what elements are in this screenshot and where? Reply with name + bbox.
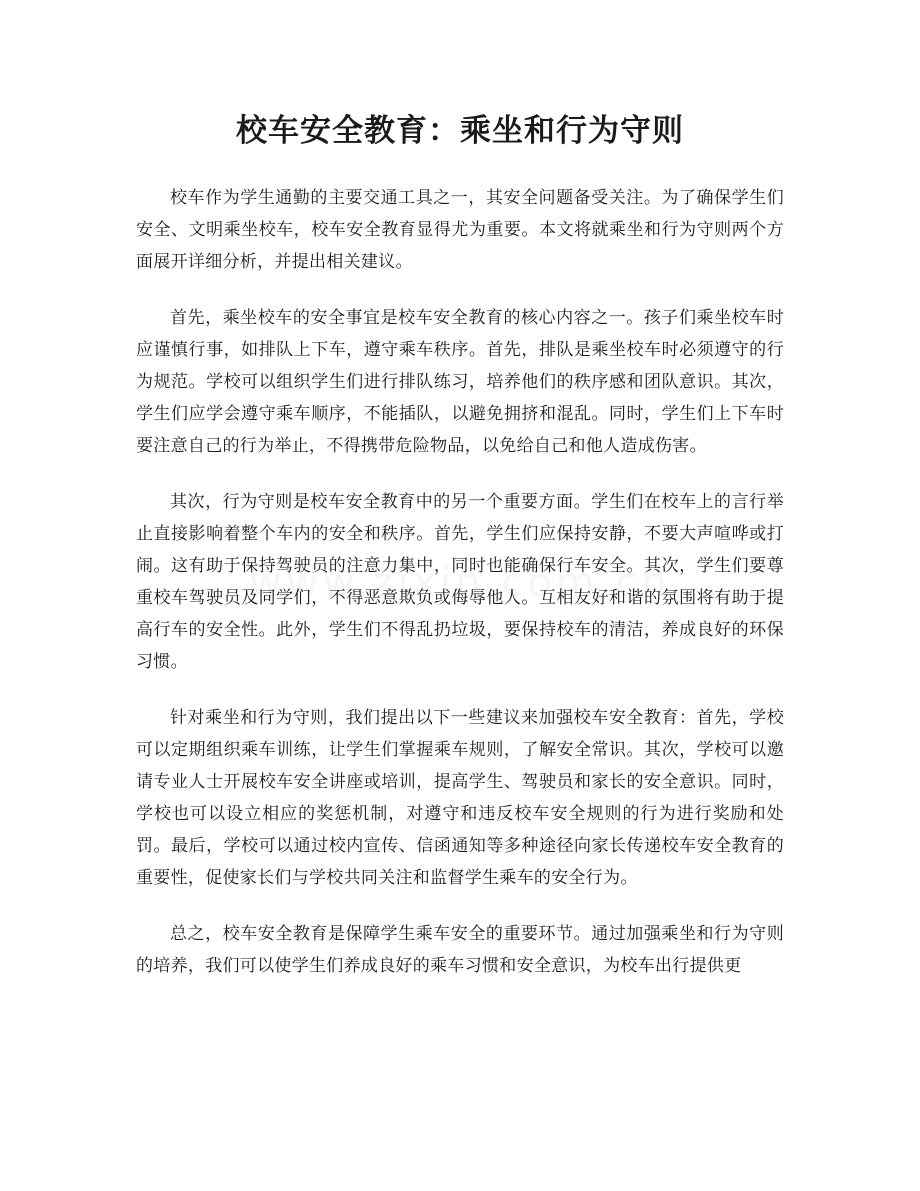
- paragraph-conclusion: 总之，校车安全教育是保障学生乘车安全的重要环节。通过加强乘坐和行为守则的培养，我们可以使学生们养成良好的乘车习惯和安全意识，为校车出行提供更: [136, 924, 784, 976]
- document-body: [136, 182, 784, 1006]
- paragraph-suggestions: 针对乘坐和行为守则，我们提出以下一些建议来加强校车安全教育：首先，学校可以定期组织乘车训练，让学生们掌握乘车规则，了解安全常识。其次，学校可以邀请专业人士开展校车安全讲座或培训，提高学生、驾驶员和家长的安全意识。同时，学校也可以设立相应的奖惩机制，对遵守和违反校车安全规则的行为进行奖励和处罚。最后，学校可以通过校内宣传、信函通知等多种途径向家长传递校车安全教育的重要性，促使家长们与学校共同关注和监督学生乘车的安全行为。: [136, 708, 784, 888]
- paragraph-behavior-rules: 其次，行为守则是校车安全教育中的另一个重要方面。学生们在校车上的言行举止直接影响着整个车内的安全和秩序。首先，学生们应保持安静，不要大声喧哗或打闹。这有助于保持驾驶员的注意力集中，同时也能确保行车安全。其次，学生们要尊重校车驾驶员及同学们，不得恶意欺负或侮辱他人。互相友好和谐的氛围将有助于提高行车的安全性。此外，学生们不得乱扔垃圾，要保持校车的清洁，养成良好的环保习惯。: [136, 492, 784, 672]
- document-title: 校车安全教育：乘坐和行为守则: [236, 113, 684, 149]
- paragraph-intro: 校车作为学生通勤的主要交通工具之一，其安全问题备受关注。为了确保学生们安全、文明乘坐校车，校车安全教育显得尤为重要。本文将就乘坐和行为守则两个方面展开详细分析，并提出相关建议。: [136, 188, 784, 272]
- paragraph-riding-safety: 首先，乘坐校车的安全事宜是校车安全教育的核心内容之一。孩子们乘坐校车时应谨慎行事，如排队上下车，遵守乘车秩序。首先，排队是乘坐校车时必须遵守的行为规范。学校可以组织学生们进行排队练习，培养他们的秩序感和团队意识。其次，学生们应学会遵守乘车顺序，不能插队，以避免拥挤和混乱。同时，学生们上下车时要注意自己的行为举止，不得携带危险物品，以免给自己和他人造成伤害。: [136, 308, 784, 456]
